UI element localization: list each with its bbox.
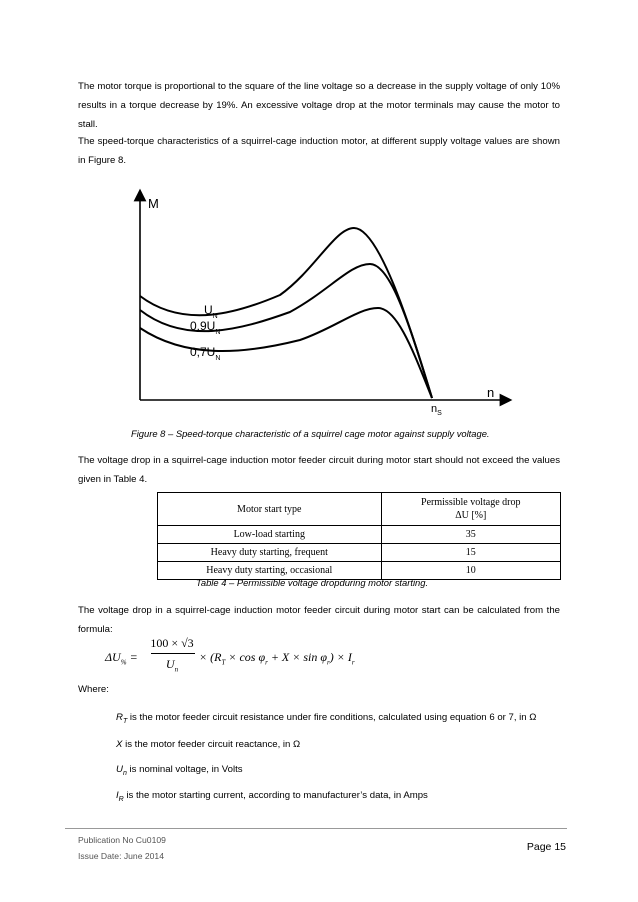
curve-label-09un: $0,9U_N$: [190, 319, 221, 336]
paragraph-speed-torque: The speed-torque characteristics of a squirrel-cage induction motor, at different supply voltage values are shown in Figure 8.: [78, 136, 560, 166]
definition-un: $U_n$ is nominal voltage, in Volts: [116, 764, 243, 777]
paragraph-voltage-drop-limit: The voltage drop in a squirrel-cage induction motor feeder circuit during motor start should not exceed the values given in Table 4.: [78, 455, 560, 485]
table-header-row: [158, 493, 561, 526]
table-row: [158, 544, 561, 562]
curve-07un: [140, 308, 432, 398]
page-number: Page 15: [526, 841, 566, 853]
x-axis-label: n: [487, 385, 495, 400]
table-header-cell: Motor start type: [158, 493, 382, 526]
speed-torque-figure: [0, 186, 638, 416]
definition-rt: $R_T$ is the motor feeder circuit resistance under fire conditions, calculated using equation 6 or 7, in Ω: [116, 712, 537, 725]
paragraph-torque: The motor torque is proportional to the square of the line voltage so a decrease in the supply voltage of only 10% results in a torque decrease by 19%. An excessive voltage drop at the motor terminals may cause the motor to stall.: [78, 81, 560, 130]
table-cell: 10: [381, 562, 560, 580]
footer-publication: Publication No Cu0109: [78, 835, 166, 845]
curve-09un: [140, 264, 432, 398]
table-cell: Heavy duty starting, frequent: [158, 544, 382, 562]
table-cell: 15: [381, 544, 560, 562]
y-axis-label: M: [148, 196, 159, 211]
table-caption: Table 4 – Permissible voltage dropduring motor starting.: [196, 577, 429, 588]
table-header-cell: [381, 493, 560, 526]
table-cell: 35: [381, 526, 560, 544]
ns-label: $n_S$: [431, 403, 442, 416]
figure-caption: Figure 8 – Speed-torque characteristic of a squirrel cage motor against supply voltage.: [131, 428, 490, 439]
curve-label-07un: $0,7U_N$: [190, 345, 221, 362]
footer-issue-date: Issue Date: June 2014: [78, 851, 164, 861]
table-cell: Heavy duty starting, occasional: [158, 562, 382, 580]
table-row: [158, 526, 561, 544]
table-cell: Low-load starting: [158, 526, 382, 544]
table-header-line: ΔU [%]: [455, 510, 487, 521]
definition-x: X is the motor feeder circuit reactance, in Ω: [116, 739, 301, 750]
definition-ir: $I_R$ is the motor starting current, according to manufacturer’s data, in Amps: [116, 790, 428, 803]
footer-divider: [65, 828, 567, 829]
where-label: Where:: [78, 684, 109, 695]
curve-label-un: $U_N$: [204, 303, 218, 320]
table-header-line: Permissible voltage drop: [421, 497, 521, 508]
paragraph-formula-intro: The voltage drop in a squirrel-cage induction motor feeder circuit during motor start can be calculated from the formula:: [78, 605, 560, 635]
voltage-drop-table: [157, 492, 561, 580]
